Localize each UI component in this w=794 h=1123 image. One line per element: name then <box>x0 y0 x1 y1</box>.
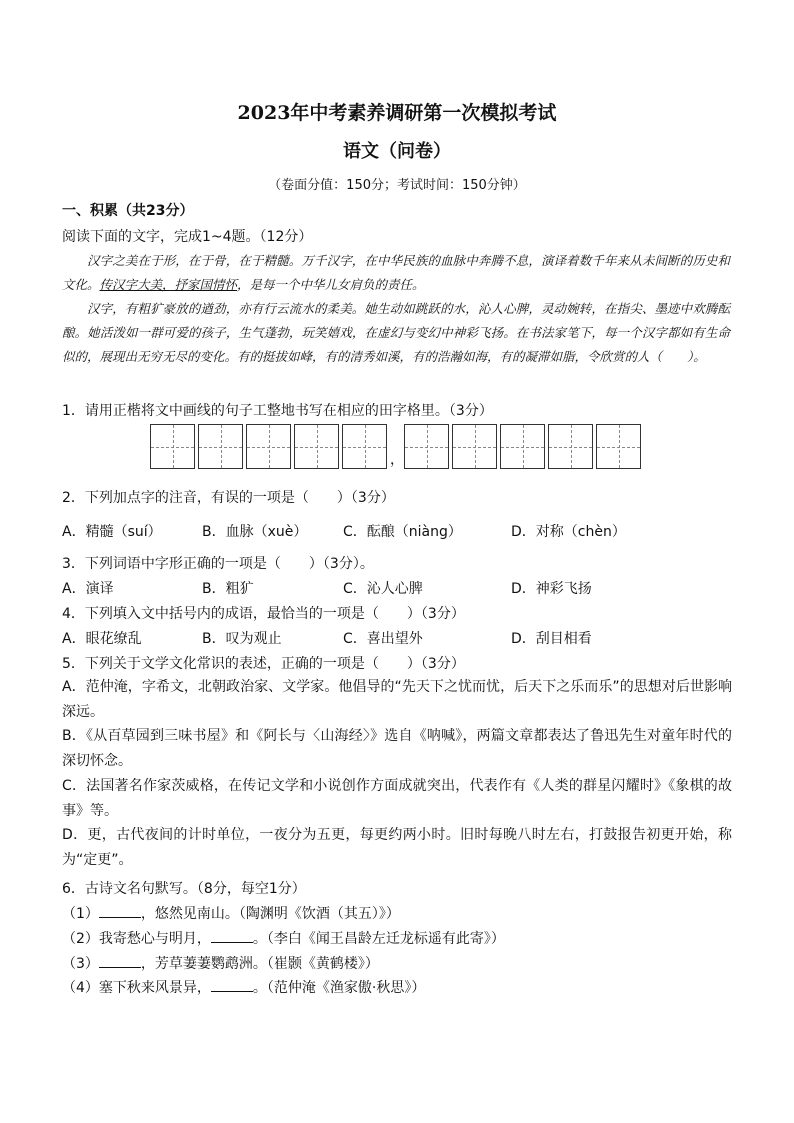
q4-option-b[interactable]: B．叹为观止 <box>202 631 282 647</box>
grid-cell[interactable] <box>596 424 641 469</box>
q5-option-c[interactable]: C．法国著名作家茨威格，在传记文学和小说创作方面成就突出，代表作有《人类的群星闪耀时》《象棋的故事》等。 <box>62 778 732 819</box>
q5-option-d[interactable]: D．更，古代夜间的计时单位，一夜分为五更，每更约两小时。旧时每晚八时左右，打鼓报告初更开始，称为“定更”。 <box>62 827 732 868</box>
item-text: ，芳草萋萋鹦鹉洲。（崔颢《黄鹤楼》） <box>140 956 379 972</box>
passage-text: 汉字之美在于形，在于骨，在于精髓。万千汉字，在中华民族的血脉中奔腾不息，演译着数千年来从未间断的历史和文化。 <box>62 253 730 292</box>
q2-option-a[interactable]: A．精髓（suí） <box>62 524 162 540</box>
q3-option-a[interactable]: A．演译 <box>62 581 114 597</box>
writing-grid[interactable] <box>150 424 644 469</box>
section-heading: 一、积累（共23分） <box>62 203 194 219</box>
underlined-sentence: 传汉字大美，抒家国情怀 <box>99 277 238 292</box>
item-prefix: （3） <box>62 956 99 972</box>
q6-item-3 <box>62 953 379 973</box>
q3-option-c[interactable]: C．沁人心脾 <box>343 581 423 597</box>
item-text: 。（范仲淹《渔家傲·秋思》） <box>252 980 426 996</box>
fill-blank[interactable] <box>99 905 141 918</box>
q6-item-4 <box>62 977 425 997</box>
item-prefix: （1） <box>62 906 99 922</box>
question-3: 3．下列词语中字形正确的一项是（ ）（3分）。 <box>62 556 374 572</box>
q4-option-a[interactable]: A．眼花缭乱 <box>62 631 142 647</box>
grid-cell[interactable] <box>198 424 243 469</box>
grid-cell[interactable] <box>452 424 497 469</box>
exam-meta: （卷面分值：150分；考试时间：150分钟） <box>268 178 526 193</box>
passage-paragraph-1 <box>62 249 730 297</box>
q4-option-d[interactable]: D．刮目相看 <box>511 631 592 647</box>
exam-subtitle: 语文（问卷） <box>343 141 451 162</box>
question-1: 1．请用正楷将文中画线的句子工整地书写在相应的田字格里。（3分） <box>62 403 493 419</box>
q6-item-1 <box>62 903 400 923</box>
section-intro: 阅读下面的文字，完成1~4题。（12分） <box>62 229 313 245</box>
reading-passage <box>62 249 730 369</box>
q2-option-c[interactable]: C．酝酿（niàng） <box>343 524 462 540</box>
question-2: 2．下列加点字的注音，有误的一项是（ ）（3分） <box>62 490 395 506</box>
grid-cell[interactable] <box>150 424 195 469</box>
grid-cell[interactable] <box>404 424 449 469</box>
q3-option-b[interactable]: B．粗犷 <box>202 581 254 597</box>
grid-cell[interactable] <box>342 424 387 469</box>
q4-option-c[interactable]: C．喜出望外 <box>343 631 423 647</box>
q3-option-d[interactable]: D．神彩飞扬 <box>511 581 592 597</box>
grid-cell[interactable] <box>294 424 339 469</box>
question-5: 5．下列关于文学文化常识的表述，正确的一项是（ ）（3分） <box>62 656 465 672</box>
q2-option-d[interactable]: D．对称（chèn） <box>511 524 626 540</box>
q2-option-b[interactable]: B．血脉（xuè） <box>202 524 308 540</box>
passage-paragraph-2: 汉字，有粗犷豪放的遒劲，亦有行云流水的柔美。她生动如跳跃的水，沁人心脾，灵动婉转，在指尖、墨迹中欢腾酝酿。她活泼如一群可爱的孩子，生气蓬勃，玩笑嬉戏，在虚幻与变幻中神彩飞扬。在书法家笔下，每一个汉字都如有生命似的，展现出无穷无尽的变化。有的挺拔如峰，有的清秀如溪，有的浩瀚如海，有的凝滞如脂，令欣赏的人（ ）。 <box>62 301 730 364</box>
fill-blank[interactable] <box>99 955 141 968</box>
q6-item-2 <box>62 928 505 948</box>
item-text: 。（李白《闻王昌龄左迁龙标遥有此寄》） <box>252 931 505 947</box>
grid-cell[interactable] <box>246 424 291 469</box>
grid-cell[interactable] <box>548 424 593 469</box>
item-prefix: （4）塞下秋来风景异， <box>62 980 211 996</box>
item-text: ，悠然见南山。（陶渊明《饮酒（其五）》） <box>140 906 400 922</box>
q5-option-b[interactable]: B．《从百草园到三味书屋》和《阿长与〈山海经〉》选自《呐喊》，两篇文章都表达了鲁迅先生对童年时代的深切怀念。 <box>62 728 732 769</box>
item-prefix: （2）我寄愁心与明月， <box>62 931 211 947</box>
fill-blank[interactable] <box>211 930 253 943</box>
grid-cell[interactable] <box>500 424 545 469</box>
exam-title: 2023年中考素养调研第一次模拟考试 <box>237 102 557 124</box>
q5-option-a[interactable]: A．范仲淹，字希文，北朝政治家、文学家。他倡导的“先天下之忧而忧，后天下之乐而乐”的思想对后世影响深远。 <box>62 679 732 720</box>
grid-separator: ， <box>390 452 404 468</box>
question-4: 4．下列填入文中括号内的成语，最恰当的一项是（ ）（3分） <box>62 606 465 622</box>
question-6: 6．古诗文名句默写。（8分，每空1分） <box>62 881 306 897</box>
fill-blank[interactable] <box>211 979 253 992</box>
passage-text: ，是每一个中华儿女肩负的责任。 <box>237 277 425 292</box>
